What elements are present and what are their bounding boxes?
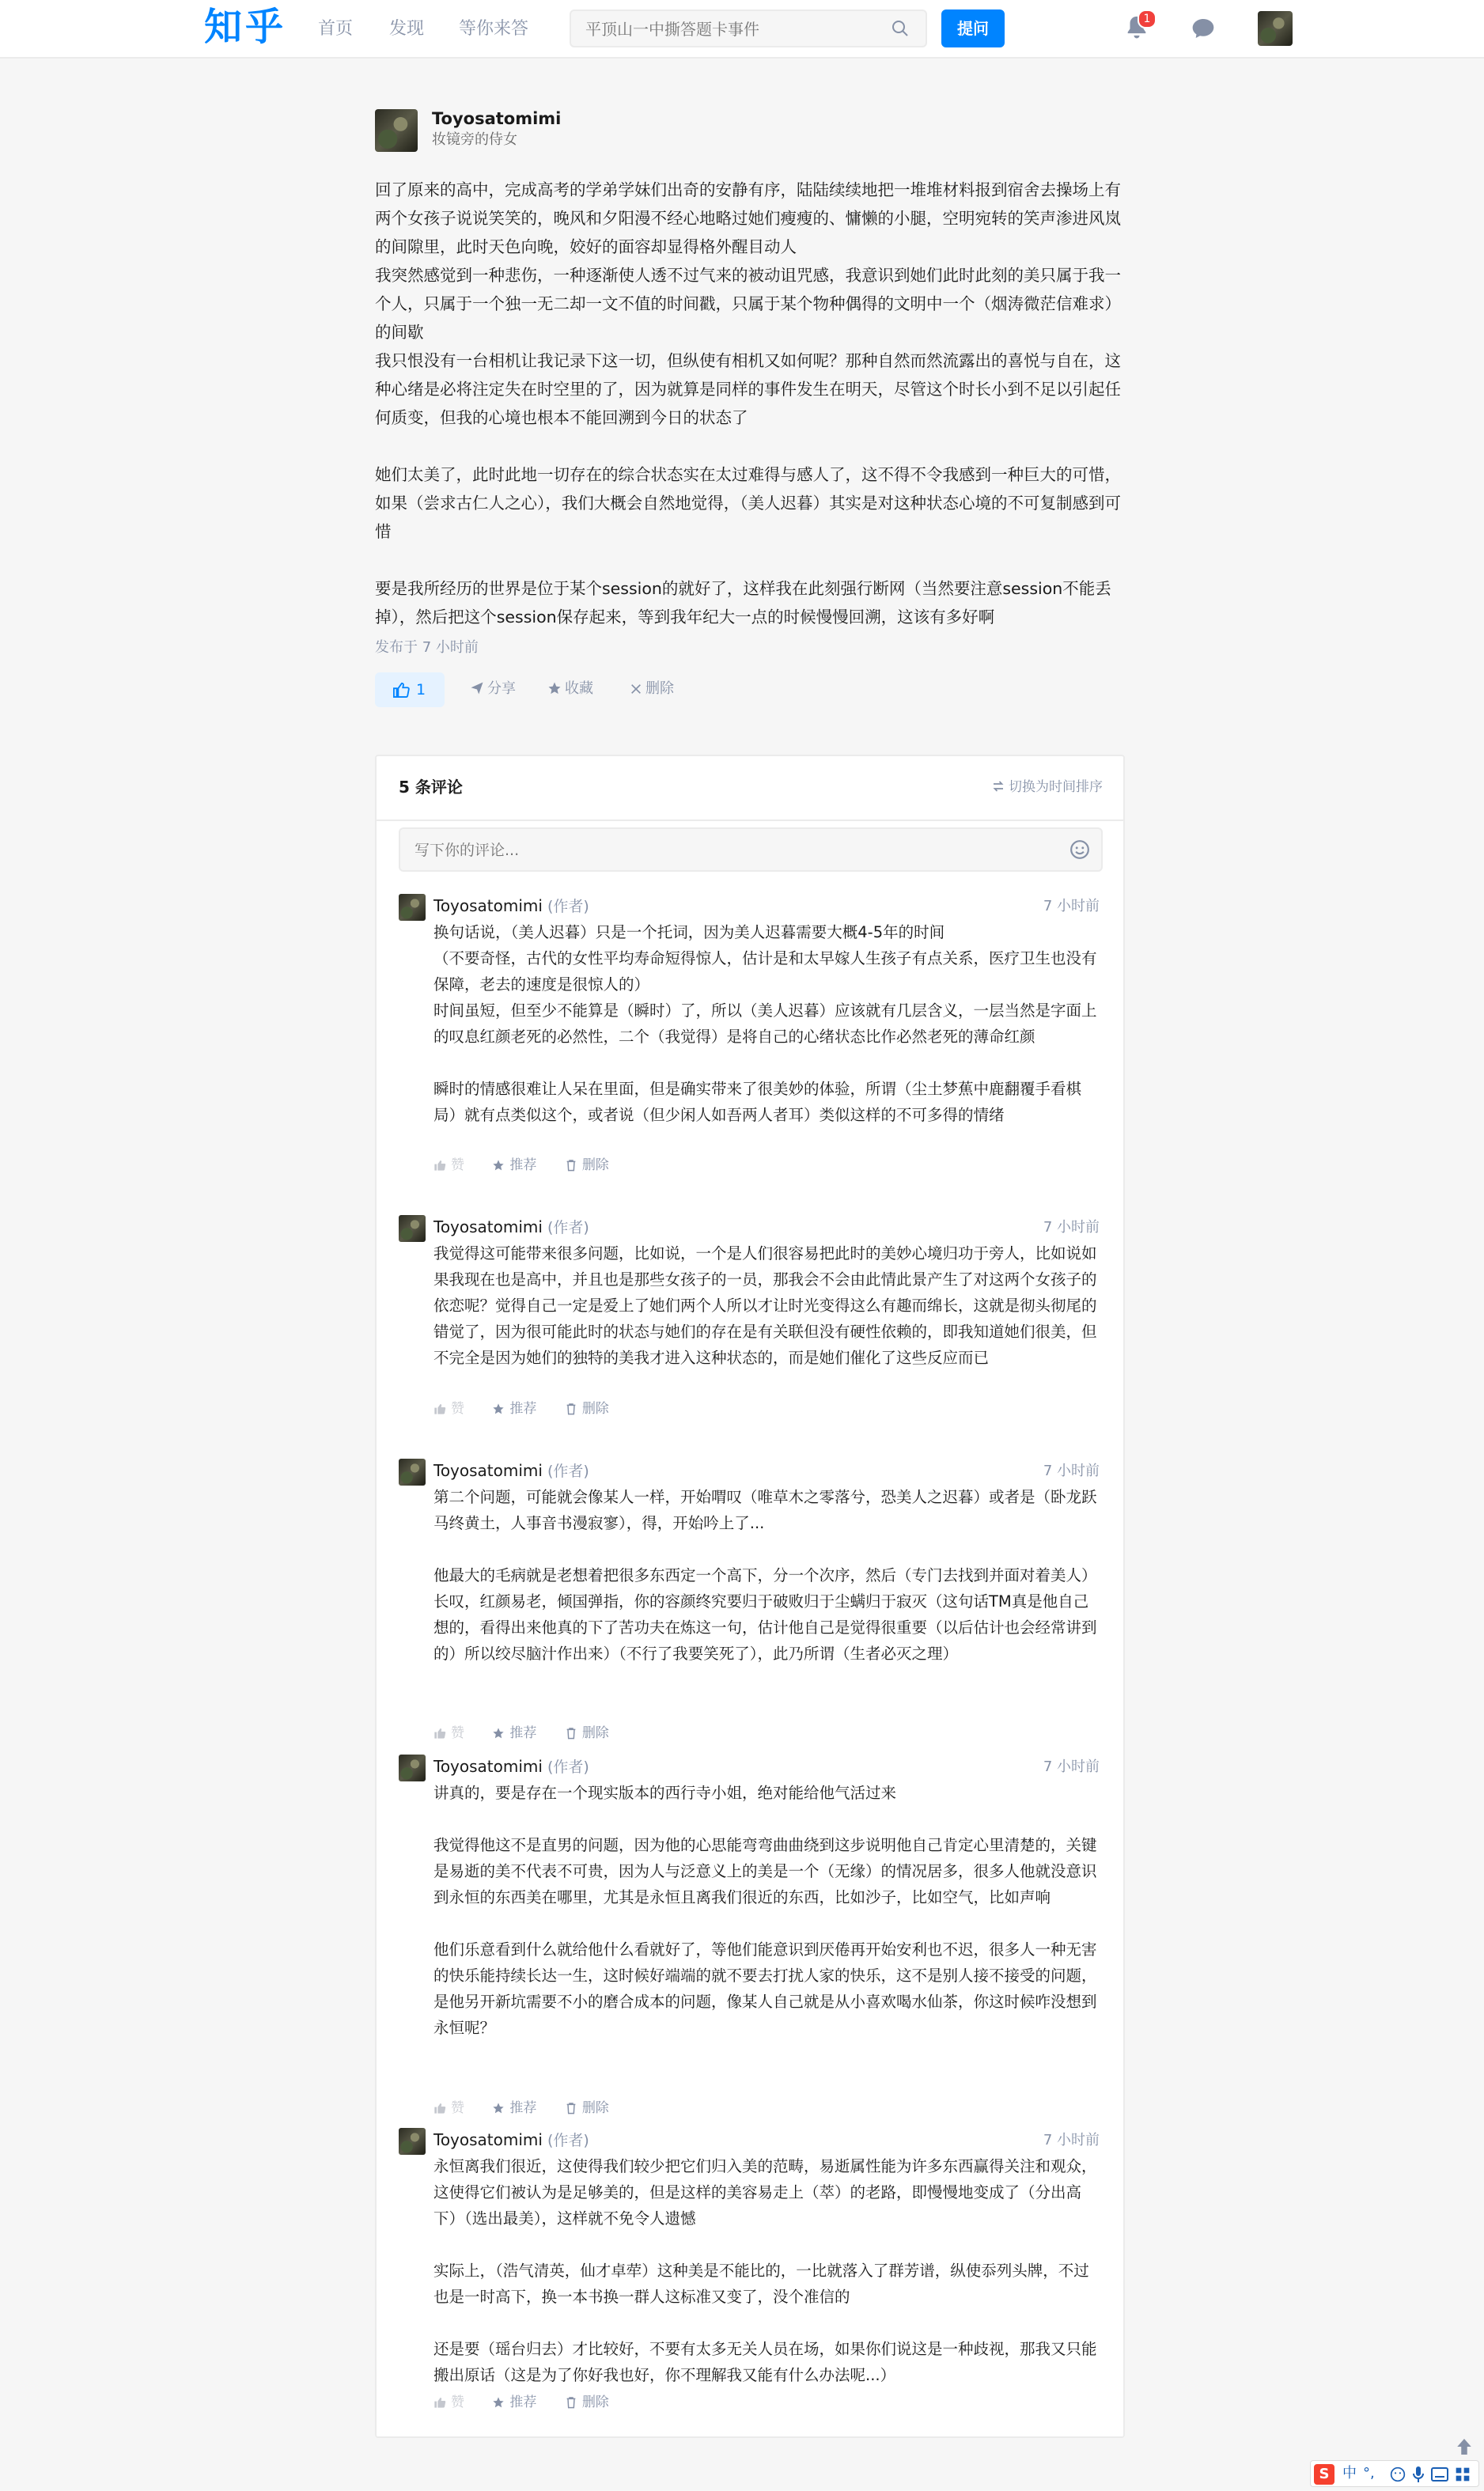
author-avatar[interactable] <box>375 109 418 152</box>
comment-actions <box>433 2392 633 2413</box>
comment-avatar[interactable] <box>399 1215 426 1242</box>
comment-text: 换句话说，（美人迟暮）只是一个托词，因为美人迟暮需要大概4-5年的时间 （不要奇怪，古代的女性平均寿命短得惊人，估计是和太早嫁人生孩子有点关系，医疗卫生也没有保障，老去的速度是很惊人的） 时间虽短，但至少不能算是（瞬时）了，所以（美人迟暮）应该就有几层含义，一层当然是字面上的叹息红颜老死的必然性，二个（我觉得）是将自己的心绪状态比作必然老死的薄命红颜 瞬时的情感很难让人呆在里面，但是确实带来了很美妙的体验，所谓（尘土梦蕉中鹿翻覆手看棋局）就有点类似这个，或者说（但少闲人如吾两人者耳）类似这样的不可多得的情绪 <box>433 923 1097 1124</box>
thumb-up-icon <box>433 2396 446 2409</box>
comment-author[interactable]: Toyosatomimi (作者) <box>433 1217 589 1236</box>
ime-microphone-icon[interactable] <box>1412 2466 1425 2483</box>
nav-discover[interactable]: 发现 <box>389 19 425 39</box>
trash-icon <box>565 1403 577 1415</box>
star-icon <box>492 1403 505 1415</box>
star-icon <box>492 2396 505 2409</box>
author-bio: 妆镜旁的侍女 <box>432 131 517 148</box>
comment-delete-button[interactable]: 删除 <box>565 1723 609 1743</box>
comment-actions <box>433 1399 633 1419</box>
comment-recommend-button[interactable]: 推荐 <box>492 1155 536 1175</box>
star-icon <box>492 1727 505 1740</box>
trash-icon <box>565 2102 577 2114</box>
favorite-button[interactable]: 收藏 <box>547 679 593 699</box>
comment-time: 7 小时前 <box>1043 1758 1100 1775</box>
author-tag: (作者) <box>547 1463 589 1480</box>
like-count: 1 <box>416 681 426 698</box>
comment-text: 我觉得这可能带来很多问题，比如说，一个是人们很容易把此时的美妙心境归功于旁人，比如说如果我现在也是高中，并且也是那些女孩子的一员，那我会不会由此情此景产生了对这两个女孩子的依恋呢？觉得自己一定是爱上了她们两个人所以才让时光变得这么有趣而绵长，这就是彻头彻尾的错觉了，因为很可能此时的状态与她们的存在是有关联但没有硬性依赖的，即我知道她们很美，但不完全是因为她们的独特的美我才进入这种状态的，而是她们催化了这些反应而已 <box>433 1244 1097 1367</box>
comments-header <box>377 756 1123 821</box>
like-button[interactable] <box>375 672 445 707</box>
nav-waiting-answers[interactable]: 等你来答 <box>459 19 529 39</box>
comment-avatar[interactable] <box>399 2128 426 2155</box>
comment-like-button[interactable]: 赞 <box>433 1155 464 1175</box>
star-icon <box>492 1159 505 1172</box>
site-logo[interactable]: 知乎 <box>204 5 287 49</box>
post-content: 回了原来的高中，完成高考的学弟学妹们出奇的安静有序，陆陆续续地把一堆堆材料报到宿舍去操场上有两个女孩子说说笑笑的，晚风和夕阳漫不经心地略过她们瘦瘦的、慵懒的小腿，空明宛转的笑声渗进风岚的间隙里，此时天色向晚，姣好的面容却显得格外醒目动人 我突然感觉到一种悲伤，一种逐渐使人透不过气来的被动诅咒感，我意识到她们此时此刻的美只属于我一个人，只属于一个独一无二却一文不值的时间戳，只属于某个物种偶得的文明中一个（烟涛微茫信难求）的间歇 我只恨没有一台相机让我记录下这一切，但纵使有相机又如何呢？那种自然而然流露出的喜悦与自在，这种心绪是必将注定失在时空里的了，因为就算是同样的事件发生在明天，尽管这个时长小到不足以引起任何质变，但我的心境也根本不能回溯到今日的状态了 她们太美了，此时此地一切存在的综合状态实在太过难得与感人了，这不得不令我感到一种巨大的可惜，如果（尝求古仁人之心），我们大概会自然地觉得，（美人迟暮）其实是对这种状态心境的不可复制感到可惜 要是我所经历的世界是位于某个session的就好了，这样我在此刻强行断网（当然要注意session不能丢掉），然后把这个session保存起来，等到我年纪大一点的时候慢慢回溯，这该有多好啊 <box>375 180 1121 627</box>
comment-author[interactable]: Toyosatomimi (作者) <box>433 1757 589 1776</box>
comment-avatar[interactable] <box>399 1755 426 1781</box>
back-to-top-icon[interactable] <box>1452 2435 1476 2459</box>
comment-delete-button[interactable]: 删除 <box>565 2098 609 2118</box>
thumb-up-icon <box>433 1727 446 1740</box>
comment-text: 讲真的，要是存在一个现实版本的西行寺小姐，绝对能给他气活过来 我觉得他这不是直男的问题，因为他的心思能弯弯曲曲绕到这步说明他自己肯定心里清楚的，关键是易逝的美不代表不可贵，因为人与泛意义上的美是一个（无缘）的情况居多，很多人他就没意识到永恒的东西美在哪里，尤其是永恒且离我们很近的东西，比如沙子，比如空气，比如声响 他们乐意看到什么就给他什么看就好了，等他们能意识到厌倦再开始安利也不迟，很多人一种无害的快乐能持续长达一生，这时候好端端的就不要去打扰人家的快乐，这不是别人接不接受的问题，是他另开新坑需要不小的磨合成本的问题，像某人自己就是从小喜欢喝水仙茶，你这时候咋没想到永恒呢？ <box>433 1784 1097 2037</box>
comment-recommend-button[interactable]: 推荐 <box>492 1399 536 1419</box>
sort-by-time-toggle[interactable]: 切换为时间排序 <box>991 777 1103 797</box>
ime-keyboard-icon[interactable] <box>1431 2467 1448 2482</box>
author-name[interactable]: Toyosatomimi <box>432 109 562 128</box>
comment-delete-button[interactable]: 删除 <box>565 1399 609 1419</box>
close-icon <box>630 683 642 695</box>
emoji-icon[interactable] <box>1069 839 1090 860</box>
share-button[interactable]: 分享 <box>470 679 516 699</box>
thumb-up-icon <box>433 1403 446 1415</box>
user-avatar[interactable] <box>1258 11 1293 46</box>
ime-punctuation[interactable]: °, <box>1363 2465 1375 2482</box>
comment-avatar[interactable] <box>399 1459 426 1486</box>
comment-author[interactable]: Toyosatomimi (作者) <box>433 896 589 915</box>
comment-like-button[interactable]: 赞 <box>433 1723 464 1743</box>
comment-delete-button[interactable]: 删除 <box>565 2392 609 2413</box>
swap-icon <box>991 779 1005 793</box>
comment-like-button[interactable]: 赞 <box>433 2098 464 2118</box>
comment-author[interactable]: Toyosatomimi (作者) <box>433 2130 589 2149</box>
ask-question-button[interactable]: 提问 <box>941 9 1005 47</box>
comment-author[interactable]: Toyosatomimi (作者) <box>433 1461 589 1480</box>
comment-input-box[interactable] <box>399 827 1103 872</box>
comment-actions <box>433 1155 633 1175</box>
comments-panel <box>375 755 1125 2438</box>
search-icon[interactable] <box>891 19 910 38</box>
search-input[interactable] <box>584 17 872 41</box>
trash-icon <box>565 1159 577 1172</box>
ime-language[interactable]: 中 <box>1342 2465 1357 2482</box>
author-tag: (作者) <box>547 898 589 915</box>
comment-recommend-button[interactable]: 推荐 <box>492 2098 536 2118</box>
trash-icon <box>565 2396 577 2409</box>
comment-time: 7 小时前 <box>1043 1463 1100 1479</box>
post-publish-time: 发布于 7 小时前 <box>375 639 479 656</box>
comment-count: 5 条评论 <box>399 778 463 797</box>
comment-text: 第二个问题，可能就会像某人一样，开始喟叹（唯草木之零落兮，恐美人之迟暮）或者是（卧龙跃马终黄土，人事音书漫寂寥），得，开始吟上了... 他最大的毛病就是老想着把很多东西定一个高下，分一个次序，然后（专门去找到并面对着美人）长叹，红颜易老，倾国弹指，你的容颜终究要归于破败归于尘螨归于寂灭（这句话TM真是他自己想的，看得出来他真的下了苦功夫在炼这一句，估计他自己是觉得很重要（以后估计也会经常讲到的）所以绞尽脑汁作出来）（不行了我要笑死了），此乃所谓（生者必灭之理） <box>433 1488 1097 1663</box>
share-icon <box>470 681 484 695</box>
comment-avatar[interactable] <box>399 894 426 921</box>
comment-like-button[interactable]: 赞 <box>433 2392 464 2413</box>
notification-badge: 1 <box>1138 9 1157 28</box>
thumb-up-icon <box>433 2102 446 2114</box>
comment-input[interactable] <box>413 839 1049 862</box>
delete-post-button[interactable]: 删除 <box>630 679 674 699</box>
comment-actions <box>433 2098 633 2118</box>
nav-home[interactable]: 首页 <box>318 19 354 39</box>
trash-icon <box>565 1727 577 1740</box>
top-navigation-bar <box>0 0 1484 59</box>
ime-grid-icon[interactable] <box>1455 2466 1471 2482</box>
search-box[interactable] <box>570 9 927 47</box>
thumb-up-icon <box>392 682 410 698</box>
ime-logo[interactable]: S <box>1314 2464 1334 2485</box>
star-icon <box>492 2102 505 2114</box>
comment-time: 7 小时前 <box>1043 1219 1100 1236</box>
author-tag: (作者) <box>547 1758 589 1776</box>
thumb-up-icon <box>433 1159 446 1172</box>
comment-time: 7 小时前 <box>1043 2132 1100 2148</box>
comment-text: 永恒离我们很近，这使得我们较少把它们归入美的范畴，易逝属性能为许多东西赢得关注和观众，这使得它们被认为是足够美的，但是这样的美容易走上（萃）的老路，即慢慢地变成了（分出高下）（选出最美），这样就不免令人遗憾 实际上，（浩气清英，仙才卓荦）这种美是不能比的，一比就落入了群芳谱，纵使忝列头牌，不过也是一时高下，换一本书换一群人这标准又变了，没个准信的 还是要（瑶台归去）才比较好，不要有太多无关人员在场，如果你们说这是一种歧视，那我又只能搬出原话（这是为了你好我也好，你不理解我又能有什么办法呢...） <box>433 2157 1097 2384</box>
comment-time: 7 小时前 <box>1043 898 1100 914</box>
input-method-toolbar[interactable] <box>1310 2460 1479 2487</box>
comment-like-button[interactable]: 赞 <box>433 1399 464 1419</box>
comment-recommend-button[interactable]: 推荐 <box>492 1723 536 1743</box>
star-icon <box>547 681 562 695</box>
comment-recommend-button[interactable]: 推荐 <box>492 2392 536 2413</box>
author-tag: (作者) <box>547 2132 589 2149</box>
ime-emoji-icon[interactable] <box>1390 2466 1406 2482</box>
author-tag: (作者) <box>547 1219 589 1236</box>
comment-delete-button[interactable]: 删除 <box>565 1155 609 1175</box>
comment-actions <box>433 1723 633 1743</box>
message-icon[interactable] <box>1190 16 1217 41</box>
